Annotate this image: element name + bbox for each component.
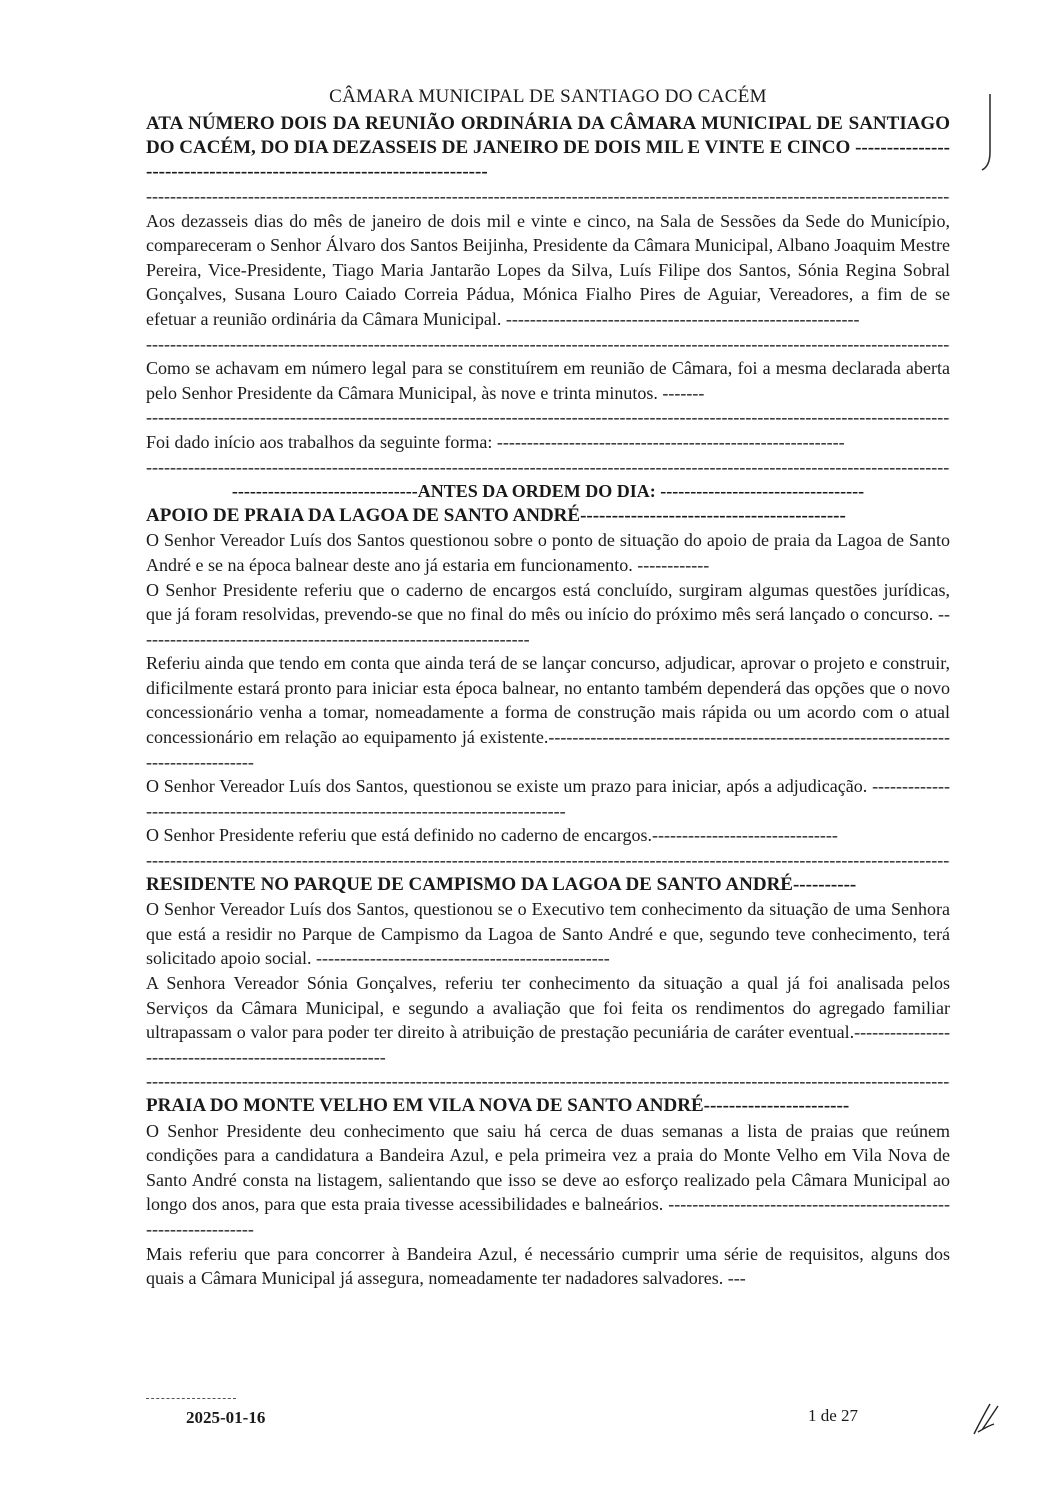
- dash-line: [146, 405, 950, 430]
- minutes-title: ATA NÚMERO DOIS DA REUNIÃO ORDINÁRIA DA CÂMARA MUNICIPAL DE SANTIAGO DO CACÉM, DO DIA DEZASSEIS DE JANEIRO DE DOIS MIL E VINTE E CINCO ---------------------------------------------------------------------: [146, 113, 950, 182]
- attendance-paragraph: Aos dezasseis dias do mês de janeiro de dois mil e vinte e cinco, na Sala de Sessões da Sede do Município, compareceram o Senhor Álvaro dos Santos Beijinha, Presidente da Câmara Municipal, Albano Joaquim Mestre Pereira, Vice-Presidente, Tiago Maria Jantarão Lopes da Silva, Luís Filipe dos Santos, Sónia Regina Sobral Gonçalves, Susana Louro Caiado Correia Pádua, Mónica Fialho Pires de Aguiar, Vereadores, a fim de se efetuar a reunião ordinária da Câmara Municipal. -----------------------------------------------------------: [146, 210, 950, 329]
- paragraph: O Senhor Presidente deu conhecimento que saiu há cerca de duas semanas a lista de praias que reúnem condições para a candidatura a Bandeira Azul, e pela primeira vez a praia do Monte Velho em Vila Nova de Santo André consta na listagem, salientando que isso se deve ao esforço realizado pela Câmara Municipal ao longo dos anos, para que esta praia tivesse acessibilidades e balneários. -----------------------------------------------------------------: [146, 1120, 950, 1239]
- start-paragraph: Foi dado início aos trabalhos da seguinte forma: ----------------------------------------------------------: [146, 431, 845, 452]
- paragraph: A Senhora Vereador Sónia Gonçalves, referiu ter conhecimento da situação a qual já foi analisada pelos Serviços da Câmara Municipal, e segundo a avaliação que foi feita os rendimentos do agregado familiar ultrapassam o valor para poder ter direito à atribuição de prestação pecuniária de caráter eventual.--------------------------------------------------------: [146, 973, 950, 1067]
- paragraph: O Senhor Presidente referiu que o caderno de encargos está concluído, surgiram algumas questões jurídicas, que já foram resolvidas, prevendo-se que no final do mês ou início do próximo mês será lançado o concurso. ------------------------------------------------------------------: [146, 579, 951, 649]
- section-title-monte-velho-beach: PRAIA DO MONTE VELHO EM VILA NOVA DE SANTO ANDRÉ-----------------------: [146, 1094, 850, 1116]
- opening-paragraph: Como se achavam em número legal para se constituírem em reunião de Câmara, foi a mesma declarada aberta pelo Senhor Presidente da Câmara Municipal, às nove e trinta minutos. -------: [146, 358, 950, 403]
- dash-line: [146, 848, 950, 873]
- paragraph: Mais referiu que para concorrer à Bandeira Azul, é necessário cumprir uma série de requisitos, alguns dos quais a Câmara Municipal já assegura, nomeadamente ter nadadores salvadores. ---: [146, 1243, 950, 1289]
- paragraph: O Senhor Vereador Luís dos Santos, questionou se o Executivo tem conhecimento da situação de uma Senhora que está a residir no Parque de Campismo da Lagoa de Santo André e que, segundo teve conhecimento, terá solicitado apoio social. -------------------------------------------------: [146, 899, 950, 969]
- dash-line: [146, 332, 950, 357]
- margin-bracket-mark: [978, 92, 1000, 172]
- page-number: 1 de 27: [808, 1406, 859, 1425]
- paragraph: Referiu ainda que tendo em conta que ainda terá de se lançar concurso, adjudicar, aprovar o projeto e construir, dificilmente estará pronto para iniciar esta época balnear, no entanto também dependerá das opções que o novo concessionário venha a tomar, nomeadamente a forma de construção mais rápida ou um acordo com o atual concessionário em relação ao equipamento já existente.-------------------------------------------------------------------------------------: [146, 653, 950, 772]
- footer-date: 2025-01-16: [186, 1408, 266, 1427]
- dash-line: [146, 455, 950, 480]
- paragraph: O Senhor Presidente referiu que está definido no caderno de encargos.-------------------------------: [146, 825, 838, 846]
- dash-line: [146, 184, 950, 209]
- municipality-header: CÂMARA MUNICIPAL DE SANTIAGO DO CACÉM: [329, 86, 767, 107]
- document-page: [146, 86, 950, 1291]
- paragraph: O Senhor Vereador Luís dos Santos, questionou se existe um prazo para iniciar, após a adjudicação. -----------------------------------------------------------------------------------: [146, 776, 950, 821]
- section-title-beach-support: APOIO DE PRAIA DA LAGOA DE SANTO ANDRÉ------------------------------------------: [146, 504, 846, 526]
- initials-signature-mark: [968, 1398, 1004, 1438]
- dash-line: [146, 1069, 950, 1094]
- agenda-heading: -------------------------------ANTES DA ORDEM DO DIA: ----------------------------------: [231, 481, 865, 502]
- footer-rule: [146, 1398, 236, 1399]
- paragraph: O Senhor Vereador Luís dos Santos questionou sobre o ponto de situação do apoio de praia da Lagoa de Santo André e se na época balnear deste ano já estaria em funcionamento. ------------: [146, 530, 950, 575]
- section-title-campsite-resident: RESIDENTE NO PARQUE DE CAMPISMO DA LAGOA DE SANTO ANDRÉ----------: [146, 873, 857, 895]
